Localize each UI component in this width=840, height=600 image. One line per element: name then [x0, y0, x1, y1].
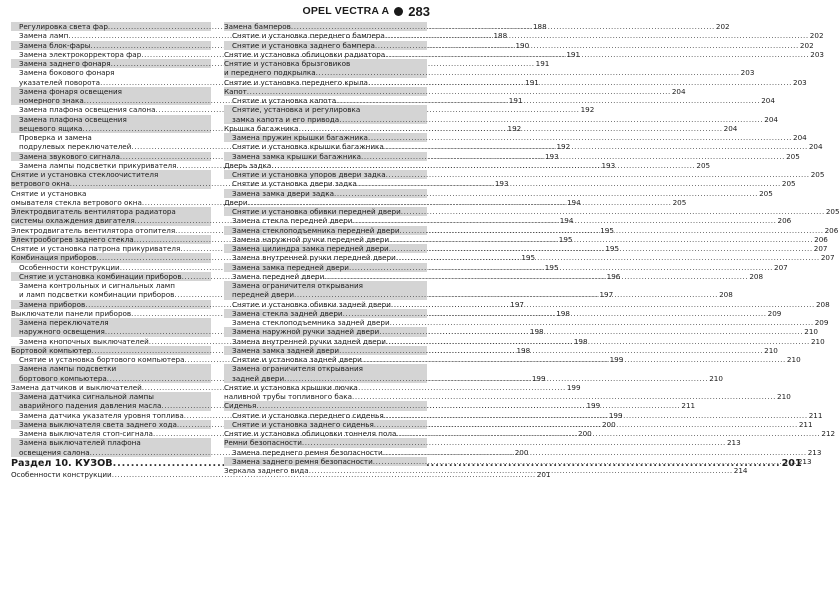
toc-entry-page: 204: [793, 133, 807, 142]
toc-entry-title: Замена ограничителя открывания: [232, 364, 363, 374]
toc-entry-title: Замена датчика сигнальной лампы: [19, 392, 154, 401]
toc-entry-title: Снятие и установка задней двери: [232, 355, 362, 364]
toc-entry-title: Снятие и установка переднего сиденья: [232, 410, 384, 420]
leader-dots: [349, 263, 773, 272]
toc-entry-title: Снятие и установка патрона прикуривателя: [11, 244, 181, 253]
toc-entry-title: задней двери: [232, 373, 285, 383]
toc-entry-page: 200: [601, 419, 616, 429]
toc-entry-page: 188: [532, 22, 547, 31]
toc-entry: [224, 114, 778, 124]
toc-entry-page: 201: [536, 469, 551, 479]
toc-entry-page: 198: [529, 327, 544, 337]
leader-dots: [271, 161, 695, 170]
toc-entry-title: Регулировка света фар: [19, 22, 108, 31]
leader-dots: [339, 115, 763, 124]
toc-entry-title: Замена замка двери задка: [232, 188, 335, 198]
leader-dots: [247, 87, 671, 96]
toc-entry-title: Замена ламп: [19, 31, 69, 41]
toc-entry: [224, 364, 427, 373]
toc-entry: [224, 188, 773, 198]
leader-dots: [386, 170, 810, 179]
toc-entry-title: Замена лампы подсветки: [19, 364, 117, 374]
leader-dots: [400, 226, 824, 235]
toc-entry: [11, 438, 211, 447]
toc-entry-page: 206: [777, 216, 792, 226]
toc-entry-page: 211: [808, 410, 823, 420]
toc-entry-title: аварийного падения давления масла: [19, 401, 162, 411]
toc-entry-page: 204: [671, 86, 686, 96]
toc-entry-title: Замена цилиндра замка передней двери: [232, 244, 389, 253]
toc-entry-title: наружного освещения: [19, 327, 105, 337]
toc-entry-page: 195: [558, 234, 573, 244]
toc-entry-title: ветрового окна: [11, 179, 70, 189]
toc-entry-title: подрулевых переключателей: [19, 142, 132, 152]
toc-entry-title: Крышка багажника: [224, 123, 299, 133]
leader-dots: [375, 41, 799, 50]
toc-entry-page: 210: [786, 355, 801, 364]
toc-entry-title: бортового компьютера: [19, 373, 107, 383]
toc-entry: [11, 392, 211, 401]
toc-entry: [11, 318, 211, 327]
toc-entry-page: 195: [600, 225, 614, 235]
toc-entry-title: Замена плафона освещения: [19, 114, 127, 124]
leader-dots: [384, 411, 808, 420]
toc-entry-title: Замена звукового сигнала: [19, 151, 120, 161]
toc-entry-title: Снятие и установка комбинации приборов: [19, 271, 182, 281]
toc-entry-page: 209: [814, 318, 829, 327]
leader-dots: [385, 50, 809, 59]
toc-entry-title: Замена внутренней ручки задней двери: [232, 336, 386, 346]
toc-entry-page: 199: [586, 401, 601, 411]
toc-entry: [11, 87, 211, 96]
leader-dots: [390, 318, 814, 327]
leader-dots: [384, 142, 808, 151]
toc-entry-title: Особенности конструкции: [19, 262, 120, 272]
toc-entry-page: 194: [559, 216, 574, 226]
page-number: 283: [408, 3, 430, 19]
toc-entry-title: Замена выключателя света заднего хода: [19, 419, 177, 429]
leader-dots: [339, 346, 763, 355]
toc-entry-title: Снятие и установка двери задка: [232, 179, 357, 189]
toc-entry-page: 198: [556, 308, 570, 318]
leader-dots: [374, 420, 798, 429]
toc-entry: [224, 207, 840, 216]
toc-entry-page: 213: [726, 438, 741, 448]
toc-entry-title: Замена ограничителя открывания: [232, 281, 363, 290]
leader-dots: [248, 198, 672, 207]
page-header: [302, 4, 430, 18]
toc-entry-page: 211: [798, 419, 813, 429]
toc-entry-title: Зеркала заднего вида: [224, 466, 309, 475]
toc-entry-title: наливной трубы топливного бака: [224, 392, 352, 401]
toc-entry-title: Замена переключателя: [19, 318, 109, 327]
toc-entry-title: Электродвигатель вентилятора отопителя: [11, 225, 176, 235]
toc-entry-page: 208: [815, 299, 830, 309]
toc-entry-title: Замена замка задней двери: [232, 345, 340, 355]
toc-entry: [11, 207, 211, 216]
toc-entry-title: Замена датчиков и выключателей: [11, 382, 142, 392]
toc-entry: [224, 170, 825, 179]
toc-entry-title: Снятие и установка облицовки тоннеля пола: [224, 429, 397, 438]
toc-entry-title: Замена плафона освещения салона: [19, 105, 156, 115]
toc-entry-page: 191: [566, 49, 581, 59]
toc-entry-title: освещения салона: [19, 447, 90, 457]
toc-entry-page: 191: [525, 77, 539, 87]
toc-entry-title: Выключатели панели приборов: [11, 308, 132, 318]
toc-entry-page: 212: [821, 429, 836, 438]
toc-entry-title: Замена бокового фонаря: [19, 68, 115, 78]
toc-entry: [224, 281, 427, 290]
leader-dots: [391, 300, 815, 309]
toc-entry-page: 205: [810, 170, 825, 179]
toc-entry-title: Замена переднего ремня безопасности: [232, 447, 383, 457]
toc-entry-title: Замена стекла задней двери: [232, 308, 343, 318]
toc-entry-title: Проверка и замена: [19, 133, 92, 142]
toc-entry-title: Снятие и установка заднего бампера: [232, 40, 375, 50]
toc-entry-title: Снятие и установка облицовки радиатора: [224, 49, 386, 59]
toc-entry-page: 197: [599, 290, 614, 300]
leader-dots: [361, 152, 785, 161]
toc-entry-title: Бортовой компьютер: [11, 345, 92, 355]
toc-entry-page: 210: [777, 392, 791, 401]
leader-dots: [352, 392, 776, 401]
toc-entry-title: Замена внутренней ручки передней двери: [232, 253, 396, 263]
toc-entry-page: 190: [515, 40, 530, 50]
toc-entry-page: 193: [601, 160, 616, 170]
toc-entry-title: Снятие и установка упоров двери задка: [232, 170, 386, 179]
leader-dots: [379, 327, 803, 336]
toc-entry-title: вещевого ящика: [19, 123, 83, 133]
toc-entry-title: Замена фонаря освещения: [19, 86, 122, 96]
leader-dots: [396, 253, 820, 262]
toc-entry-page: 209: [767, 308, 782, 318]
toc-entry-page: 203: [793, 77, 807, 87]
toc-entry-title: Замена бамперов: [224, 22, 291, 31]
toc-entry-title: Ремни безопасности: [224, 438, 302, 448]
toc-entry-page: 200: [578, 429, 592, 438]
leader-dots: [383, 448, 807, 457]
toc-entry-title: Снятие и установка крышки лючка: [224, 382, 358, 392]
leader-dots: [396, 429, 820, 438]
toc-entry-page: 193: [494, 179, 509, 189]
toc-entry-title: Замена выключателей плафона: [19, 438, 141, 448]
leader-dots: [362, 355, 786, 364]
toc-entry-title: Замена заднего ремня безопасности: [232, 456, 373, 466]
leader-dots: [389, 244, 813, 253]
toc-entry-title: и переднего подкрылка: [224, 68, 316, 78]
toc-entry-title: Снятие и установка бортового компьютера: [19, 355, 185, 364]
toc-entry-title: Снятие и установка переднего крыла: [224, 77, 368, 87]
leader-dots: [386, 337, 810, 346]
toc-entry-page: 213: [797, 456, 812, 466]
leader-dots: [368, 133, 792, 142]
toc-entry: [11, 281, 211, 290]
toc-entry: [224, 383, 427, 392]
toc-entry-page: 202: [809, 31, 824, 41]
toc-entry-page: 205: [781, 179, 796, 189]
toc-entry: [224, 59, 427, 68]
toc-entry-title: Замена замка передней двери: [232, 262, 349, 272]
toc-entry-page: 191: [535, 59, 550, 68]
toc-entry-page: 207: [813, 244, 828, 253]
toc-entry: [11, 189, 211, 198]
toc-entry-page: 195: [521, 253, 536, 263]
toc-entry-page: 210: [764, 345, 778, 355]
toc-entry-title: Замена выключателя стоп-сигнала: [19, 429, 153, 438]
toc-entry-page: 195: [544, 262, 559, 272]
toc-entry-title: Снятие и установка обивки передней двери: [232, 207, 401, 216]
toc-entry-title: Замена электрокорректора фар: [19, 49, 142, 59]
leader-dots: [401, 207, 825, 216]
toc-entry-page: 198: [573, 336, 588, 346]
toc-entry-title: Дверь задка: [224, 160, 272, 170]
leader-dots: [316, 68, 740, 77]
toc-entry: [11, 115, 211, 124]
toc-entry-title: Замена приборов: [19, 299, 86, 309]
toc-entry-page: 192: [556, 142, 571, 152]
toc-entry-page: 199: [531, 373, 546, 383]
leader-dots: [324, 272, 748, 281]
toc-entry-page: 205: [696, 160, 711, 170]
toc-entry-title: Снятие и установка крышки багажника: [232, 142, 384, 152]
toc-entry-title: Замена контрольных и сигнальных ламп: [19, 281, 175, 290]
leader-dots: [357, 179, 781, 188]
toc-entry-title: Замена блок-фары: [19, 40, 91, 50]
toc-entry: [224, 105, 427, 114]
leader-dots: [385, 31, 809, 40]
leader-dots: [368, 78, 792, 87]
toc-entry-title: омывателя стекла ветрового окна: [11, 197, 142, 207]
toc-entry: [224, 438, 741, 448]
leader-dots: [291, 22, 715, 31]
section-page: 201: [781, 457, 802, 469]
toc-entry-page: 204: [764, 114, 778, 124]
leader-dots: [256, 401, 680, 410]
toc-entry-title: Снятие и установка стеклоочистителя: [11, 170, 159, 179]
toc-entry: [11, 133, 211, 142]
toc-entry-page: 210: [804, 327, 818, 337]
toc-entry-page: 195: [605, 244, 620, 253]
toc-entry-title: Капот: [224, 86, 247, 96]
leader-dots: [309, 466, 733, 475]
toc-entry-page: 210: [709, 373, 723, 383]
toc-entry-page: 204: [808, 142, 823, 152]
toc-entry-page: 210: [810, 336, 825, 346]
toc-entry-title: Снятие, установка и регулировка: [232, 105, 361, 115]
toc-entry-title: Снятие и установка: [11, 188, 87, 198]
toc-entry-page: 206: [814, 234, 828, 244]
toc-entry-title: и ламп подсветки комбинации приборов: [19, 290, 175, 300]
toc-entry-page: 207: [774, 262, 788, 272]
toc-entry-page: 192: [507, 123, 522, 133]
toc-entry-page: 203: [810, 49, 824, 59]
toc-entry-page: 192: [580, 105, 595, 115]
toc-entry: [11, 68, 211, 77]
toc-entry-title: номерного знака: [19, 96, 84, 105]
toc-entry: [224, 133, 807, 142]
toc-entry-page: 208: [749, 271, 764, 281]
section-title: Раздел 10. КУЗОВ: [11, 457, 113, 469]
toc-entry-page: 199: [609, 355, 624, 364]
toc-entry-page: 199: [608, 410, 623, 420]
toc-entry-title: Комбинация приборов: [11, 253, 97, 263]
toc-entry-title: Снятие и установка брызговиков: [224, 59, 351, 68]
toc-entry-page: 207: [820, 253, 835, 263]
toc-entry: [224, 68, 755, 78]
toc-entry-page: 205: [786, 151, 800, 161]
leader-dots: [336, 96, 760, 105]
toc-entry-title: Снятие и установка заднего сиденья: [232, 419, 374, 429]
toc-entry: [224, 392, 791, 401]
toc-entry-title: Замена наружной ручки задней двери: [232, 327, 380, 337]
toc-entry-title: Замена наружной ручки передней двери: [232, 234, 390, 244]
toc-entry: [11, 364, 211, 373]
leader-dots: [389, 235, 813, 244]
book-title: OPEL VECTRA A: [302, 5, 390, 17]
toc-entry-page: 204: [761, 96, 775, 105]
toc-entry-page: 214: [733, 466, 748, 475]
toc-entry-page: 199: [566, 382, 581, 392]
toc-entry-page: 188: [493, 31, 508, 41]
toc-entry-title: замка капота и его привода: [232, 114, 340, 124]
toc-entry-title: передней двери: [232, 290, 295, 300]
toc-entry-page: 208: [719, 290, 733, 300]
toc-entry-title: Двери: [224, 197, 248, 207]
leader-dots: [334, 189, 758, 198]
toc-entry-page: 202: [799, 40, 814, 50]
toc-entry-title: Замена заднего фонаря: [19, 59, 111, 68]
toc-entry-page: 191: [508, 96, 523, 105]
toc-entry-title: Замена стеклоподъемника передней двери: [232, 225, 400, 235]
toc-entry-title: Электродвигатель вентилятора радиатора: [11, 207, 176, 216]
toc-entry-page: 194: [566, 197, 581, 207]
toc-entry-page: 196: [606, 271, 621, 281]
toc-entry-title: указателей поворота: [19, 77, 101, 87]
toc-entry-page: 205: [759, 188, 773, 198]
toc-entry-title: Снятие и установка обивки задней двери: [232, 299, 391, 309]
leader-dots: [294, 290, 718, 299]
toc-entry-page: 204: [723, 123, 738, 133]
toc-entry-title: Замена пружин крышки багажника: [232, 133, 368, 142]
toc-entry-title: Замена лампы подсветки прикуривателя: [19, 160, 177, 170]
toc-entry: [224, 86, 686, 96]
toc-entry-page: 198: [516, 345, 531, 355]
toc-entry-page: 197: [510, 299, 524, 309]
toc-entry-page: 202: [715, 22, 730, 31]
toc-entry-title: Электрообогрев заднего стекла: [11, 234, 134, 244]
toc-entry-page: 193: [544, 151, 559, 161]
toc-entry: [11, 170, 211, 179]
toc-entry-title: Особенности конструкции: [11, 469, 112, 479]
toc-entry-page: 211: [681, 401, 696, 411]
leader-dots: [343, 309, 767, 318]
toc-entry-page: 200: [514, 447, 529, 457]
toc-entry-title: системы охлаждения двигателя: [11, 216, 135, 226]
leader-dots: [373, 457, 797, 466]
toc-entry-page: 205: [825, 207, 840, 216]
toc-entry-title: Замена датчика указателя уровня топлива: [19, 410, 184, 420]
toc-entry-page: 213: [807, 447, 822, 457]
toc-entry-title: Замена стекла передней двери: [232, 216, 353, 226]
leader-dots: [302, 438, 726, 447]
toc-entry-title: Замена передней двери: [232, 271, 325, 281]
toc-entry-title: Замена кнопочных выключателей: [19, 336, 149, 346]
toc-entry-page: 205: [672, 197, 687, 207]
toc-entry-title: Сиденья: [224, 401, 257, 411]
toc-entry-page: 203: [740, 68, 755, 78]
toc-entry-title: Снятие и установка капота: [232, 96, 337, 105]
leader-dots: [352, 216, 776, 225]
toc-entry: [224, 318, 829, 327]
leader-dots: [299, 124, 723, 133]
bullet-icon: [394, 7, 403, 16]
toc-entry-title: Снятие и установка переднего бампера: [232, 31, 385, 41]
leader-dots: [284, 374, 708, 383]
toc-entry-title: Замена замка крышки багажника: [232, 151, 361, 161]
toc-entry-title: Замена стеклоподъемника задней двери: [232, 318, 390, 327]
toc-entry-page: 206: [824, 225, 839, 235]
